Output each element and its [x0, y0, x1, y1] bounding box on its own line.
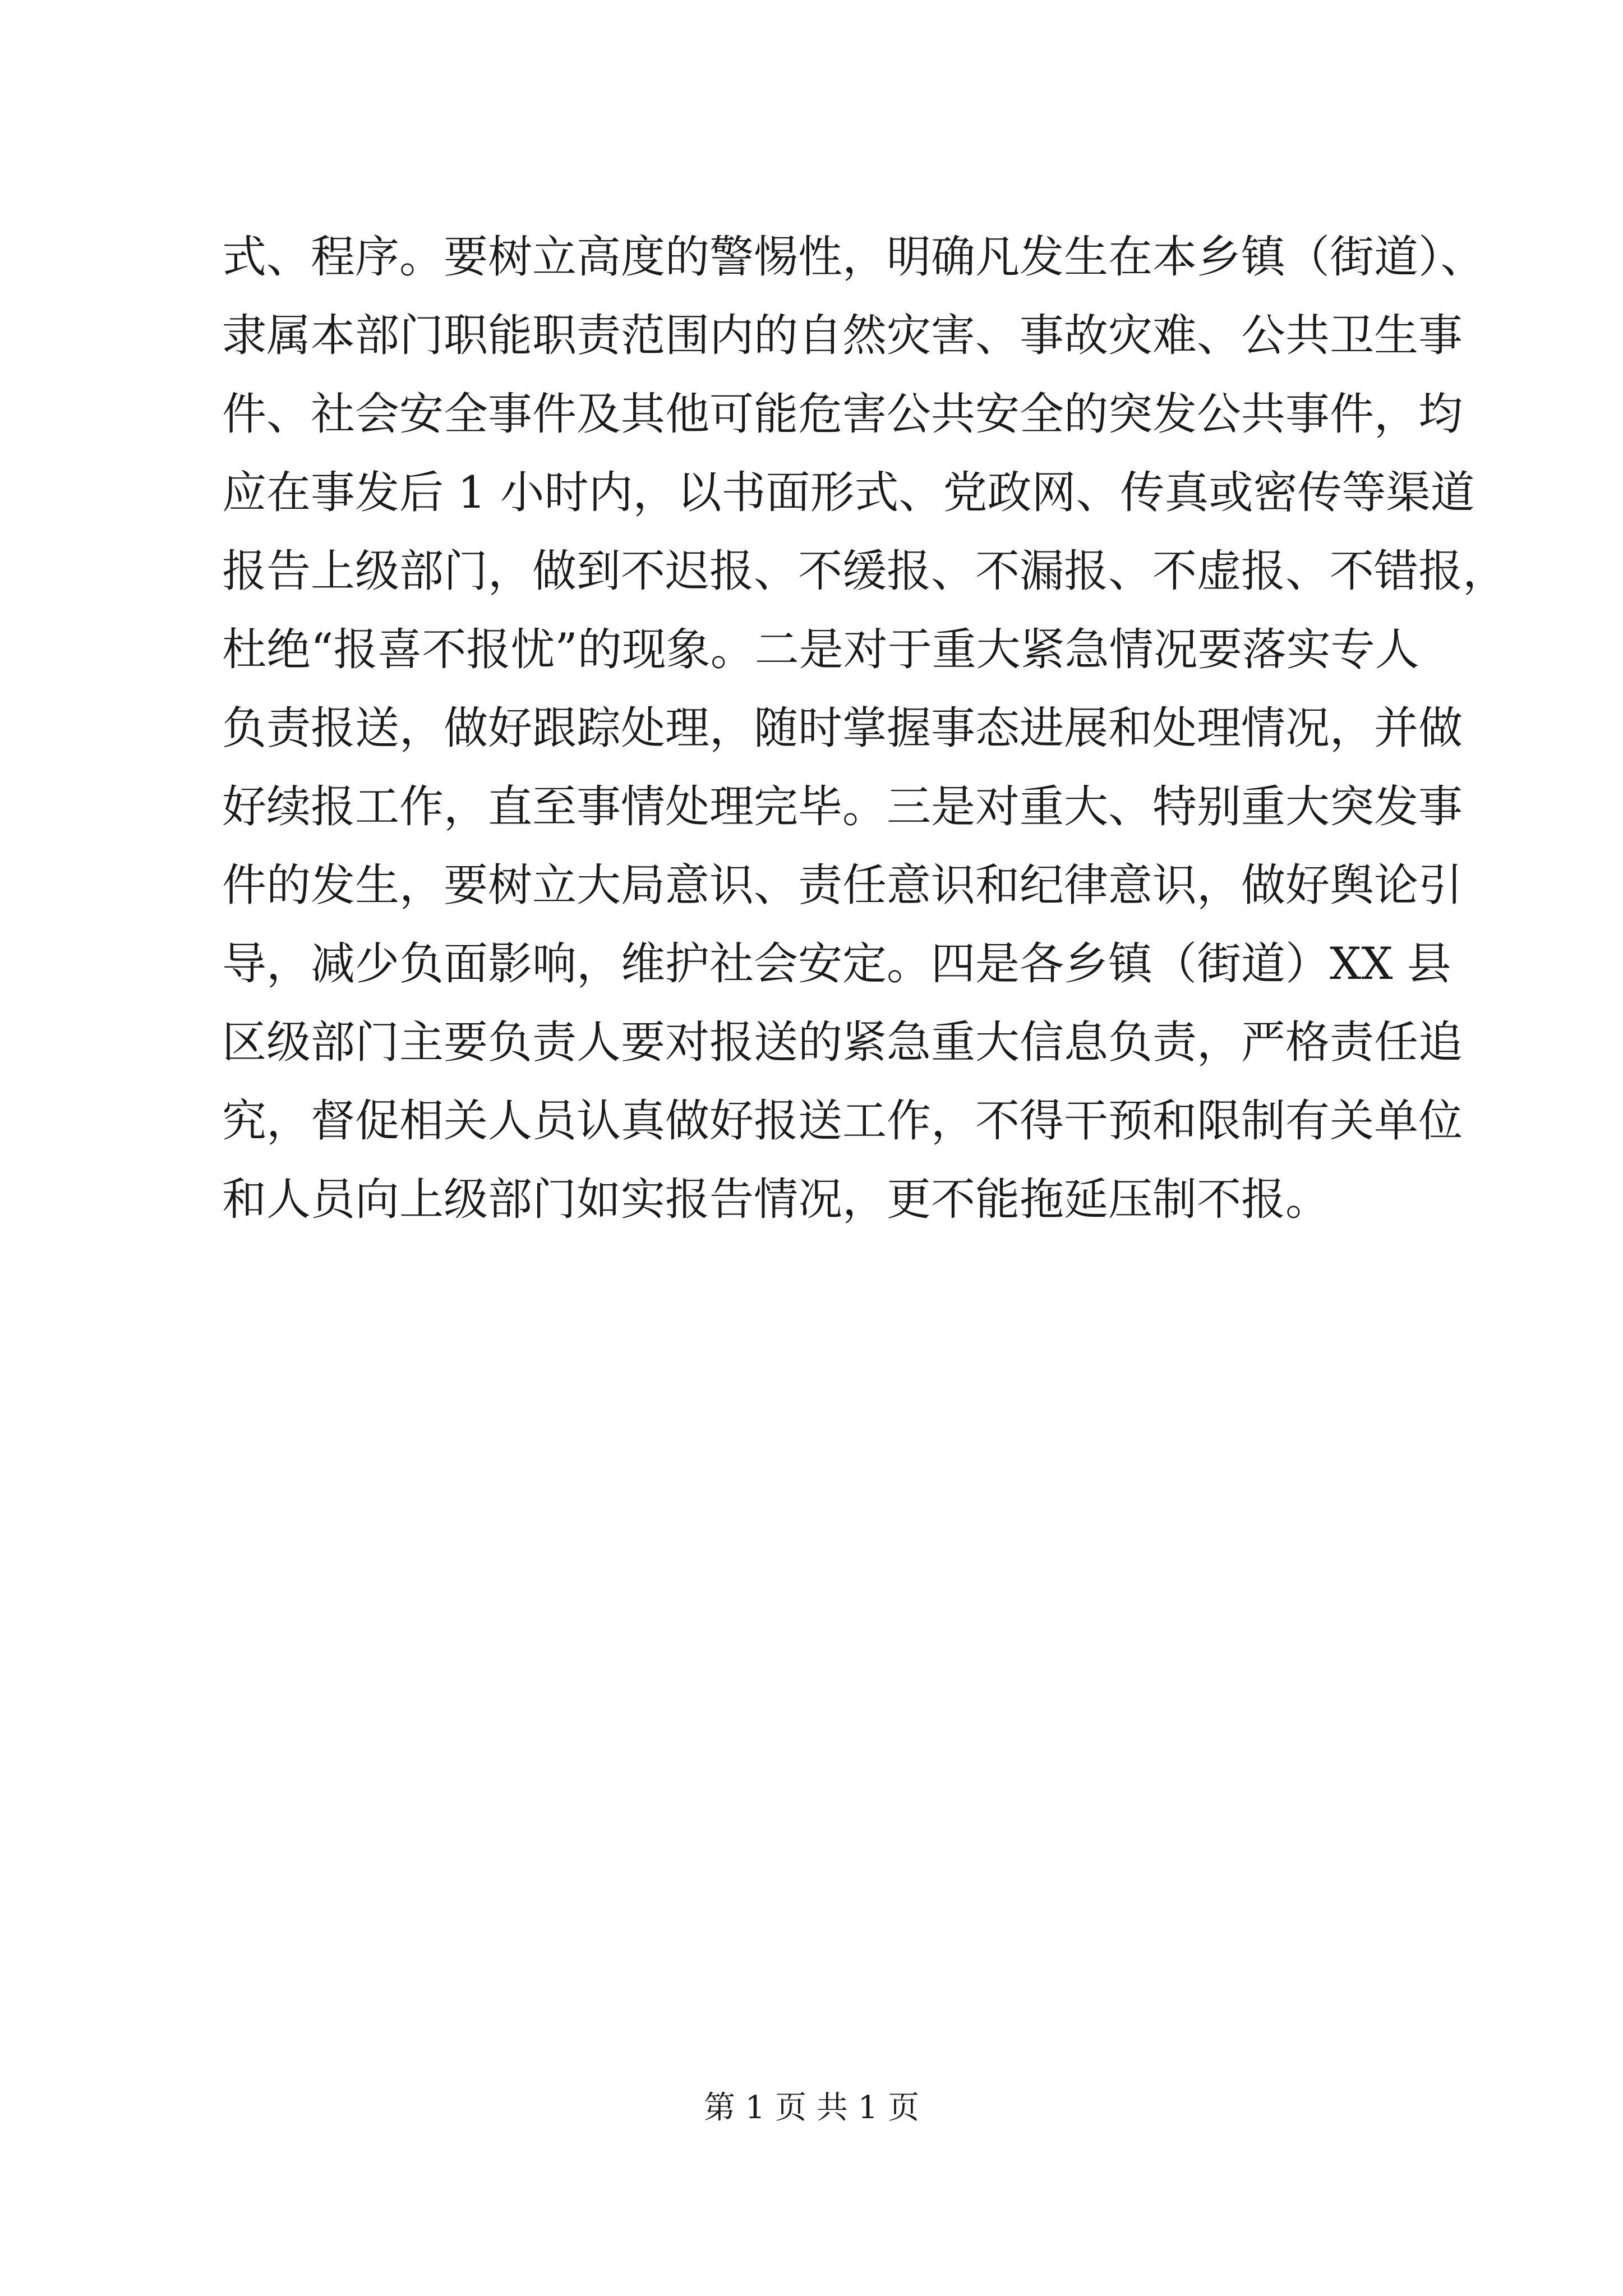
- text-line: 导，减少负面影响，维护社会安定。四是各乡镇（街道）XX 县: [222, 938, 1451, 990]
- text-line: 杜绝“报喜不报忧”的现象。二是对于重大紧急情况要落实专人: [222, 624, 1419, 675]
- text-line: 件的发生，要树立大局意识、责任意识和纪律意识，做好舆论引: [222, 859, 1463, 911]
- text-line: 和人员向上级部门如实报告情况，更不能拖延压制不报。: [222, 1174, 1330, 1225]
- text-line: 负责报送，做好跟踪处理，随时掌握事态进展和处理情况，并做: [222, 702, 1463, 754]
- text-line: 好续报工作，直至事情处理完毕。三是对重大、特别重大突发事: [222, 781, 1463, 832]
- text-line: 应在事发后 1 小时内，以书面形式、党政网、传真或密传等渠道: [222, 467, 1475, 518]
- text-line: 究，督促相关人员认真做好报送工作，不得干预和限制有关单位: [222, 1095, 1463, 1147]
- body-paragraph: [222, 218, 1507, 1239]
- page-footer: 第 1 页 共 1 页: [703, 2090, 920, 2126]
- text-line: 区级部门主要负责人要对报送的紧急重大信息负责，严格责任追: [222, 1016, 1463, 1068]
- text-line: 隶属本部门职能职责范围内的自然灾害、事故灾难、公共卫生事: [222, 310, 1463, 361]
- text-line: 报告上级部门，做到不迟报、不缓报、不漏报、不虚报、不错报，: [222, 545, 1507, 597]
- text-line: 件、社会安全事件及其他可能危害公共安全的突发公共事件，均: [222, 388, 1463, 440]
- text-line: 式、程序。要树立高度的警惕性，明确凡发生在本乡镇（街道）、: [222, 231, 1485, 283]
